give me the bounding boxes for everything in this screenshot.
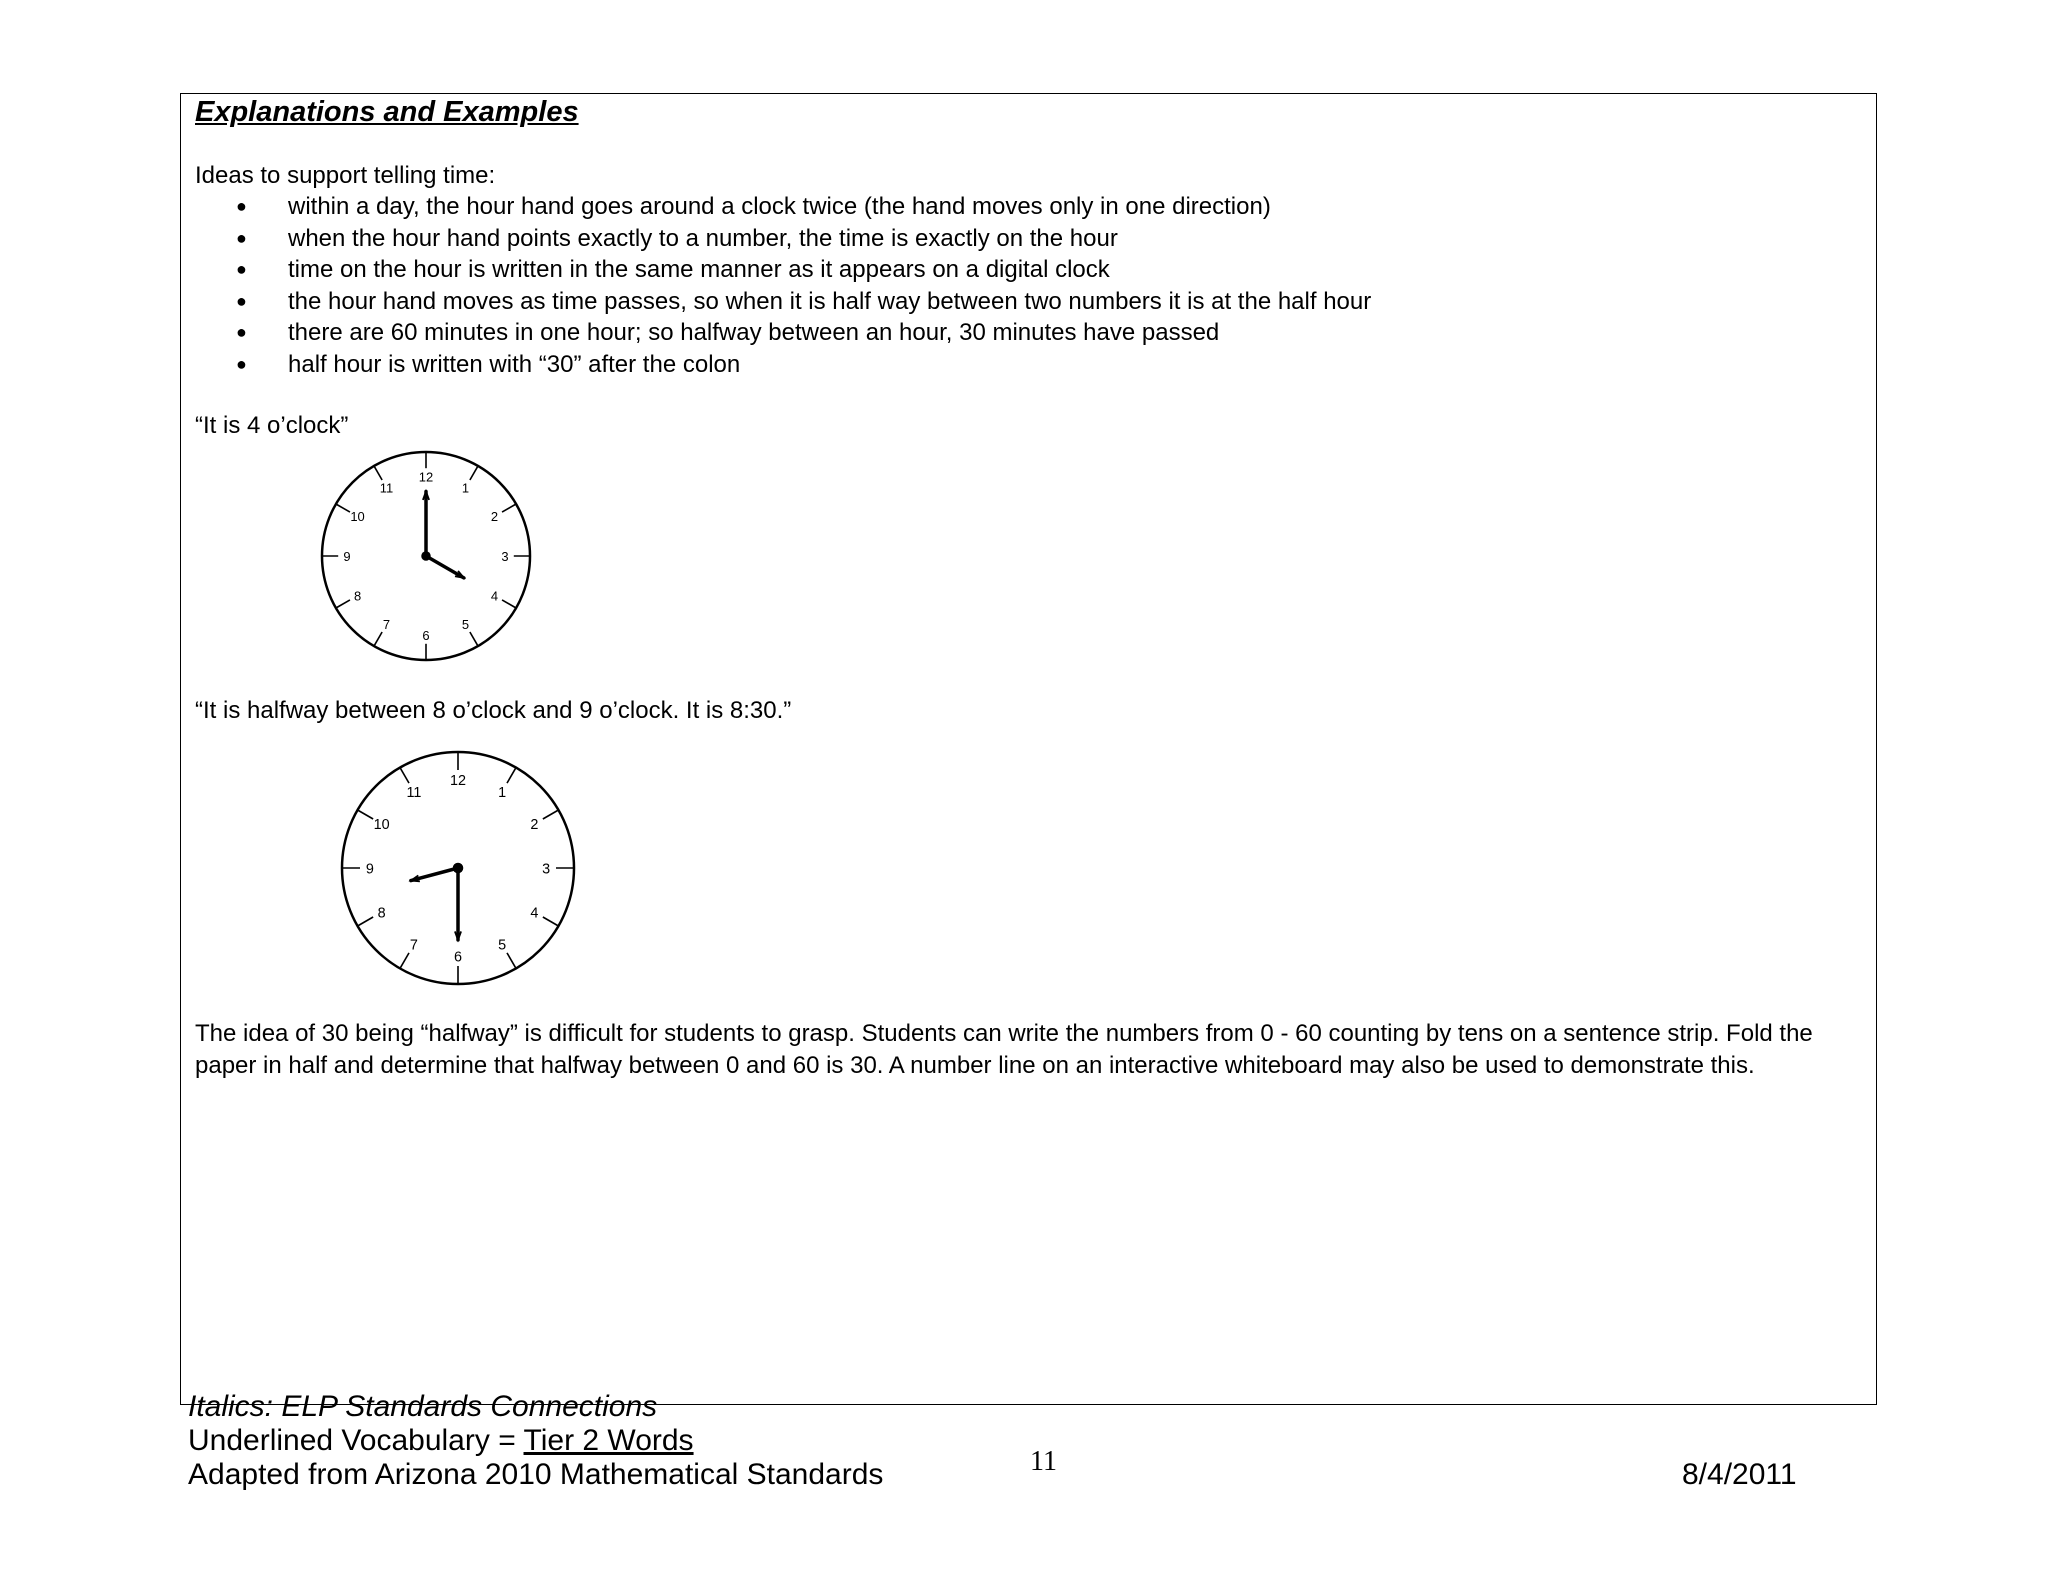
clock-number: 3: [542, 861, 551, 878]
footer-vocab-note: [188, 1424, 694, 1458]
clock-number: 2: [530, 817, 539, 834]
list-item-text: within a day, the hour hand goes around a clock twice (the hand moves only in one direction): [288, 193, 1271, 220]
footer-vocab-word: Tier 2 Words: [523, 1424, 694, 1457]
clock-tick: [374, 466, 382, 480]
example-1-caption: “It is 4 o’clock”: [195, 412, 349, 439]
hour-hand: [411, 868, 458, 881]
clock-tick: [543, 810, 559, 819]
clock-number: 7: [409, 937, 418, 954]
ideas-list: [236, 191, 1371, 380]
clock-number: 11: [406, 784, 422, 801]
clock-number: 2: [490, 509, 499, 525]
clock-number: 10: [373, 817, 390, 834]
clock-number: 10: [350, 509, 365, 525]
list-item: [236, 191, 1371, 223]
clock-tick: [336, 600, 350, 608]
clock-number: 1: [498, 784, 507, 801]
bullet-icon: ●: [236, 196, 247, 216]
clock-number: 4: [490, 588, 499, 604]
section-heading: Explanations and Examples: [195, 96, 579, 128]
page-number: 11: [1030, 1446, 1057, 1477]
clock-number: 6: [422, 627, 430, 643]
clock-tick: [507, 953, 516, 969]
clock-tick: [543, 917, 559, 926]
footer-italics-note: Italics: ELP Standards Connections: [188, 1390, 658, 1423]
list-item-text: the hour hand moves as time passes, so when it is half way between two numbers it is at the half hour: [288, 287, 1372, 315]
clock-number: 5: [461, 617, 470, 633]
list-item: [236, 317, 1371, 349]
footer-date: 8/4/2011: [1682, 1458, 1797, 1491]
clock-tick: [470, 466, 478, 480]
bullet-icon: ●: [236, 259, 247, 279]
clock-number: 5: [498, 937, 507, 954]
clock-number: 12: [418, 469, 434, 485]
clock-number: 12: [449, 773, 467, 790]
list-item-text: time on the hour is written in the same manner as it appears on a digital clock: [288, 256, 1110, 283]
list-item: [236, 286, 1371, 318]
halfway-paragraph: The idea of 30 being “halfway” is difficult for students to grasp. Students can write the numbers from 0 - 60 counting by tens on a sentence strip. Fold the paper in half and determine that halfway between 0 and 60 is 30. A number line on an interactive whiteboard may also be used to demonstrate this.: [195, 1020, 1813, 1079]
clock-center: [453, 863, 464, 874]
clock-tick: [400, 953, 409, 969]
footer-vocab-prefix: Underlined Vocabulary =: [188, 1424, 524, 1457]
list-item-text: half hour is written with “30” after the colon: [288, 350, 741, 378]
clock-center: [421, 551, 431, 561]
clock-tick: [336, 504, 350, 512]
clock-tick: [502, 600, 516, 608]
footer-source: Adapted from Arizona 2010 Mathematical Standards: [188, 1458, 884, 1491]
bullet-icon: ●: [236, 353, 247, 374]
clock-number: 7: [382, 617, 391, 633]
clock-number: 6: [453, 949, 463, 966]
list-item-text: when the hour hand points exactly to a number, the time is exactly on the hour: [288, 224, 1118, 252]
bullet-icon: ●: [236, 322, 247, 342]
example-2-caption: “It is halfway between 8 o’clock and 9 o’clock. It is 8:30.”: [195, 697, 792, 724]
intro-text: Ideas to support telling time:: [195, 162, 496, 189]
clock-4-oclock-icon: [318, 448, 534, 664]
clock-tick: [502, 504, 516, 512]
clock-number: 9: [343, 548, 351, 564]
hour-hand: [426, 556, 464, 578]
list-item: [236, 223, 1371, 255]
clock-number: 4: [530, 905, 539, 922]
clock-number: 8: [353, 588, 362, 604]
clock-tick: [400, 768, 409, 784]
clock-number: 9: [365, 861, 374, 878]
list-item: [236, 349, 1371, 381]
clock-tick: [374, 632, 382, 646]
clock-tick: [358, 917, 374, 926]
clock-number: 3: [501, 548, 509, 564]
clock-8-30-icon: [338, 748, 578, 988]
bullet-icon: ●: [236, 290, 247, 311]
clock-tick: [358, 810, 374, 819]
bullet-icon: ●: [236, 227, 247, 248]
clock-tick: [507, 768, 516, 784]
clock-number: 11: [379, 480, 394, 496]
list-item-text: there are 60 minutes in one hour; so halfway between an hour, 30 minutes have passed: [288, 319, 1220, 346]
clock-number: 1: [461, 480, 470, 496]
clock-number: 8: [377, 905, 386, 922]
list-item: [236, 254, 1371, 286]
clock-tick: [470, 632, 478, 646]
